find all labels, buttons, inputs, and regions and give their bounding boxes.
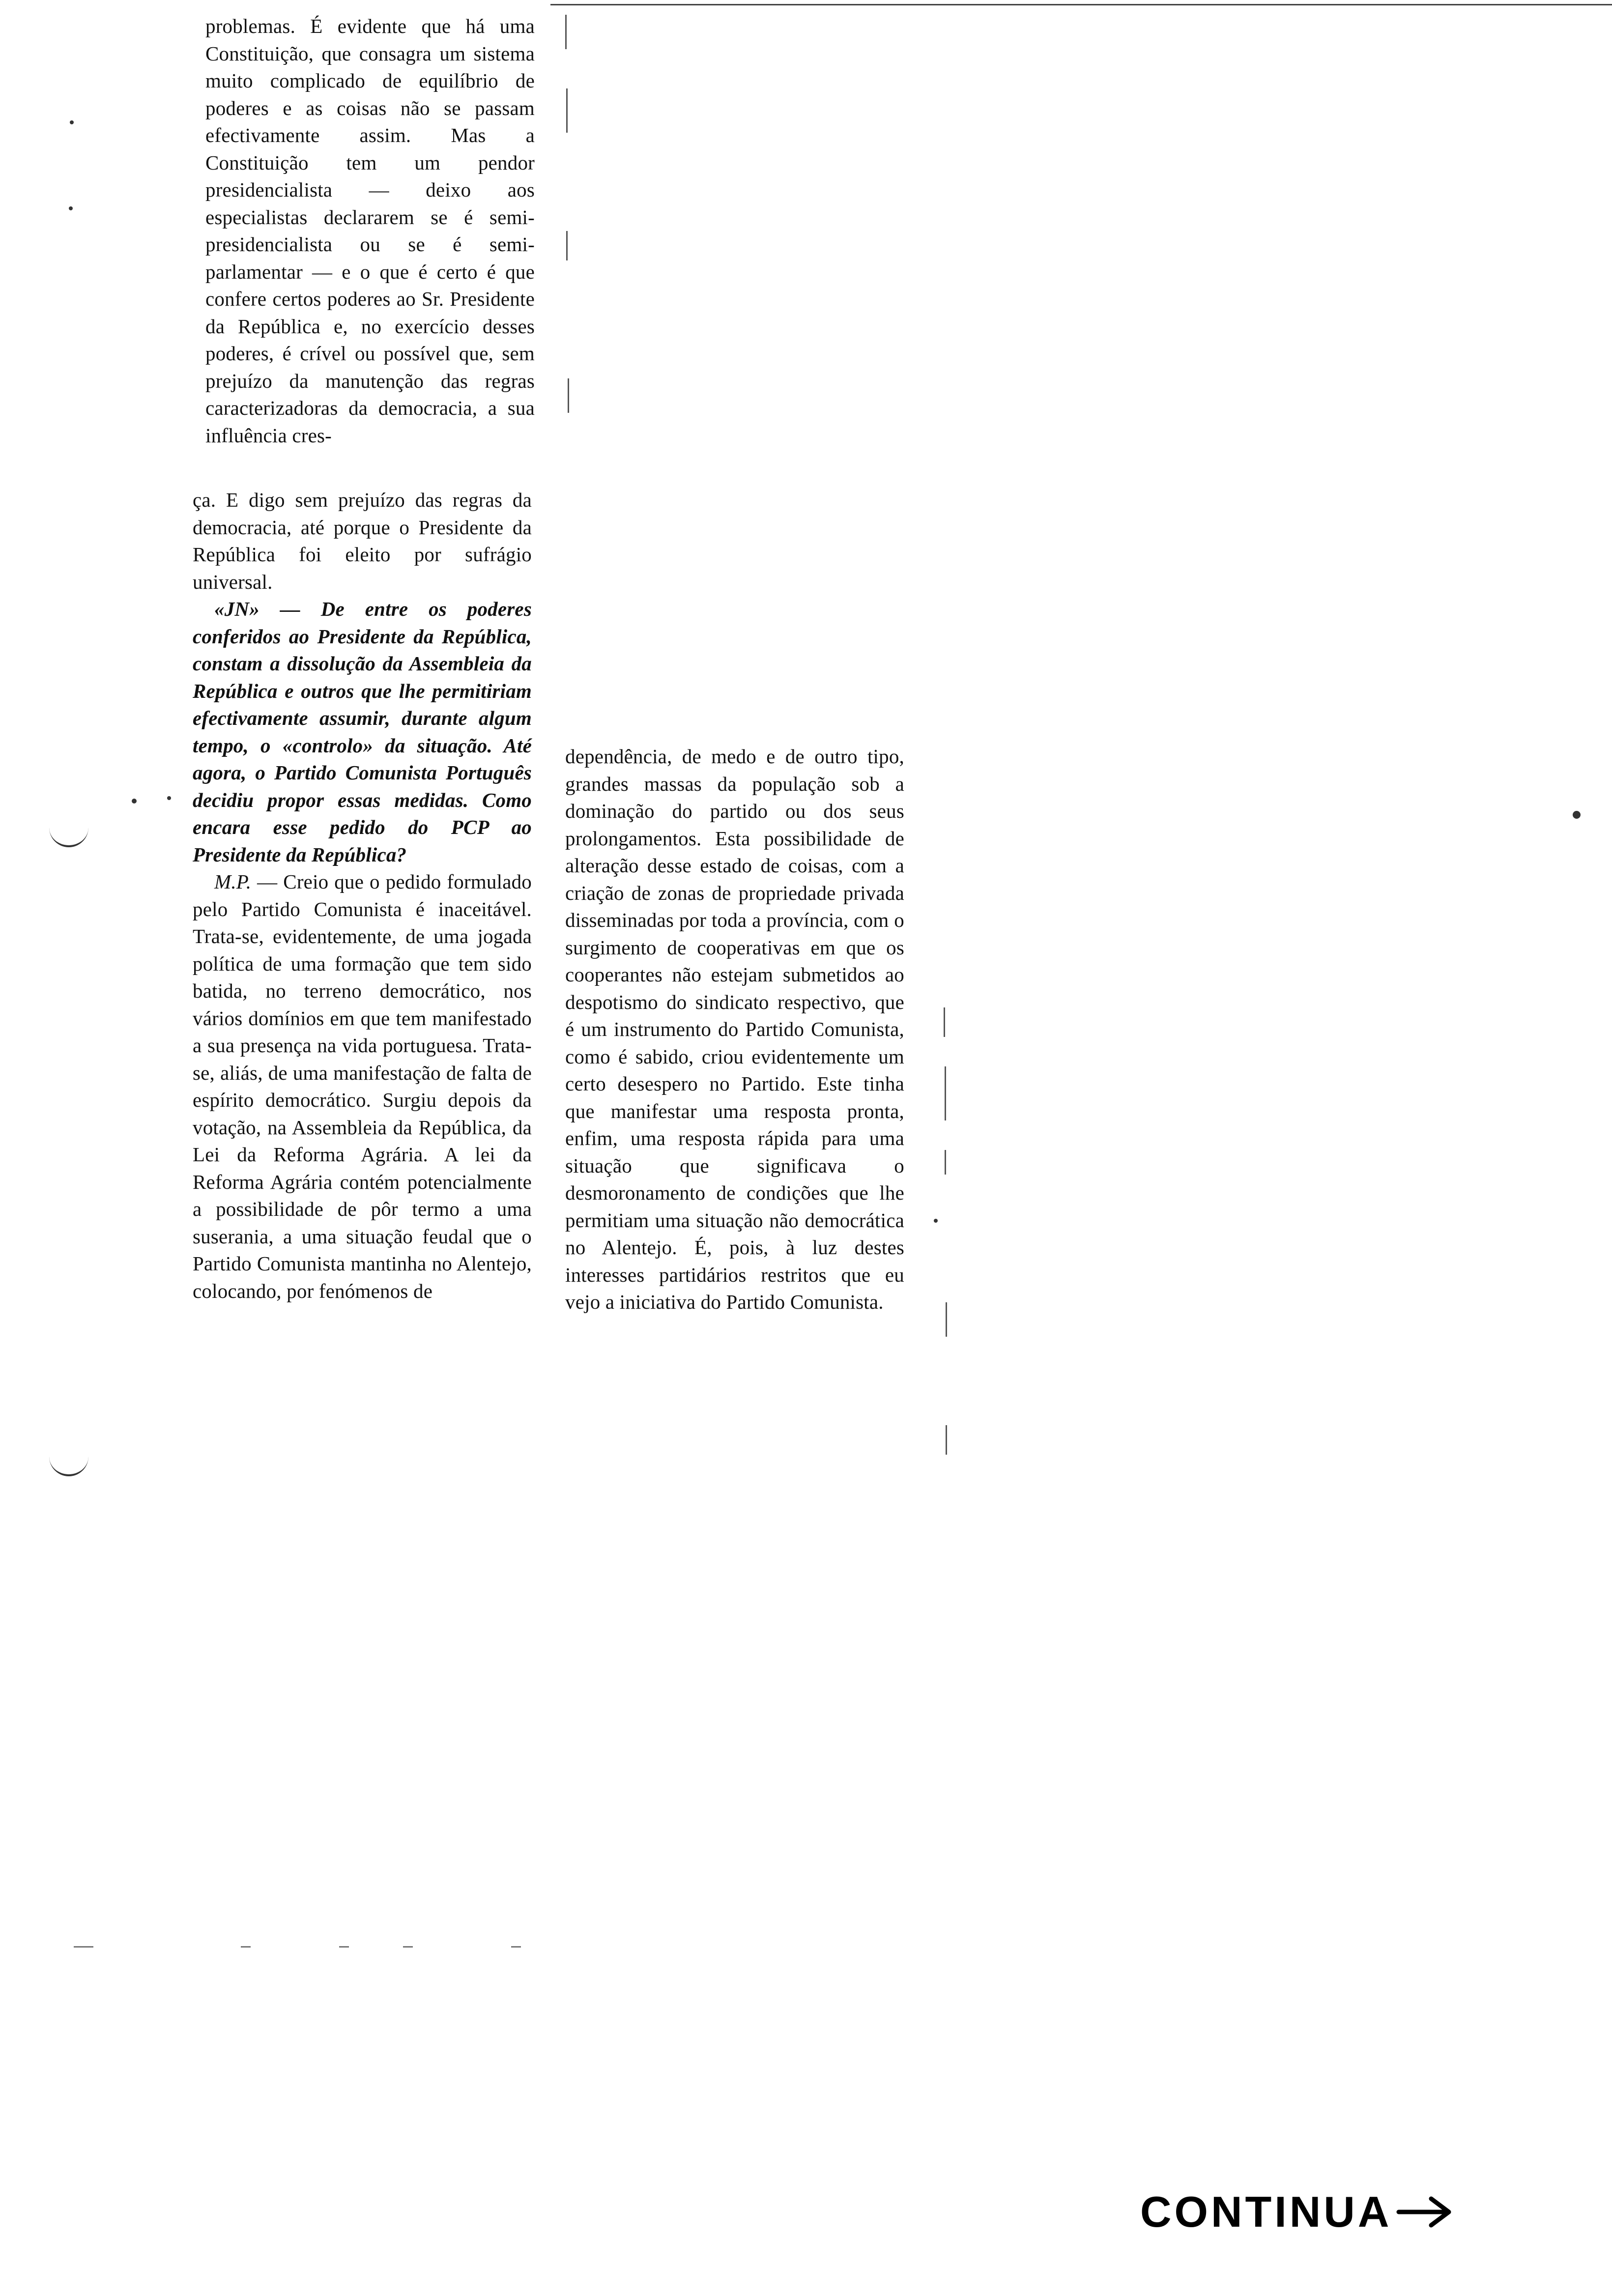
continua-label	[1140, 2187, 1455, 2237]
scan-line	[945, 1066, 946, 1120]
continua-text: CONTINUA	[1140, 2187, 1392, 2236]
scan-speck	[934, 1219, 938, 1223]
article-column-2	[565, 743, 904, 1316]
scan-line	[944, 1007, 945, 1037]
article-column-1-top	[205, 13, 535, 449]
top-rule	[550, 4, 1612, 5]
scan-dash	[74, 1946, 93, 1948]
paragraph-continued: problemas. É evidente que há uma Constituição, que consagra um sistema muito complicado de equilíbrio de poderes e as coisas não se passam efectivamente assim. Mas a Constituição tem um pendor presidencialista — deixo aos especialistas declararem se é semi-presidencialista ou se é semi-parlamentar — e o que é certo é que confere certos poderes ao Sr. Presidente da República e, no exercício desses poderes, é crível ou possível que, sem prejuízo da manutenção das regras caracterizadoras da democracia, a sua influência cres-	[205, 15, 535, 447]
article-column-1-bottom	[193, 487, 532, 1305]
scan-speck	[132, 799, 137, 804]
scan-line	[568, 378, 569, 413]
scan-speck	[1573, 811, 1581, 819]
scan-speck	[167, 796, 171, 800]
scan-dash	[339, 1946, 349, 1948]
scan-line	[566, 231, 568, 260]
right-arrow-icon	[1396, 2195, 1455, 2229]
scan-dash	[403, 1946, 413, 1948]
scan-dash	[241, 1946, 251, 1948]
scan-line	[565, 15, 567, 49]
scan-speck	[69, 206, 73, 210]
scan-line	[946, 1302, 947, 1337]
answer-speaker: M.P.	[214, 870, 252, 893]
scan-line	[946, 1425, 947, 1455]
scan-speck	[70, 120, 74, 124]
scan-line	[566, 88, 568, 133]
hole-punch-mark	[49, 1455, 88, 1476]
paragraph-answer-end: ça. E digo sem prejuízo das regras da democracia, até porque o Presidente da República foi eleito por sufrágio universal.	[193, 488, 532, 593]
interview-question: «JN» — De entre os poderes conferidos ao Presidente da República, constam a dissolução da Assembleia da República e outros que lhe permitiriam efectivamente assumir, durante algum tempo, o «controlo» da situação. Até agora, o Partido Comunista Português decidiu propor essas medidas. Como encara esse pedido do PCP ao Presidente da República?	[193, 598, 532, 866]
interview-answer	[193, 868, 532, 1305]
answer-text: — Creio que o pedido formulado pelo Partido Comunista é inaceitável. Trata-se, evidentemente, de uma jogada política de uma formação que tem sido batida, no terreno democrático, nos vários domínios em que tem manifestado a sua presença na vida portuguesa. Trata-se, aliás, de uma manifestação de falta de espírito democrático. Surgiu depois da votação, na Assembleia da República, da Lei da Reforma Agrária. A lei da Reforma Agrária contém potencialmente a possibilidade de pôr termo a uma suserania, a uma situação feudal que o Partido Comunista mantinha no Alentejo, colocando, por fenómenos de	[193, 870, 532, 1302]
hole-punch-mark	[49, 826, 88, 847]
scan-dash	[511, 1946, 521, 1948]
paragraph-column-2: dependência, de medo e de outro tipo, grandes massas da população sob a dominação do partido ou dos seus prolongamentos. Esta possibilidade de alteração desse estado de coisas, com a criação de zonas de propriedade privada disseminadas por toda a província, com o surgimento de cooperativas em que os cooperantes não estejam submetidos ao despotismo do sindicato respectivo, que é um instrumento do Partido Comunista, como é sabido, criou evidentemente um certo desespero no Partido. Este tinha que manifestar uma resposta pronta, enfim, uma resposta rápida para uma situação que significava o desmoronamento de condições que lhe permitiam uma situação não democrática no Alentejo. É, pois, à luz destes interesses partidários restritos que eu vejo a iniciativa do Partido Comunista.	[565, 745, 904, 1313]
scan-line	[945, 1150, 946, 1175]
